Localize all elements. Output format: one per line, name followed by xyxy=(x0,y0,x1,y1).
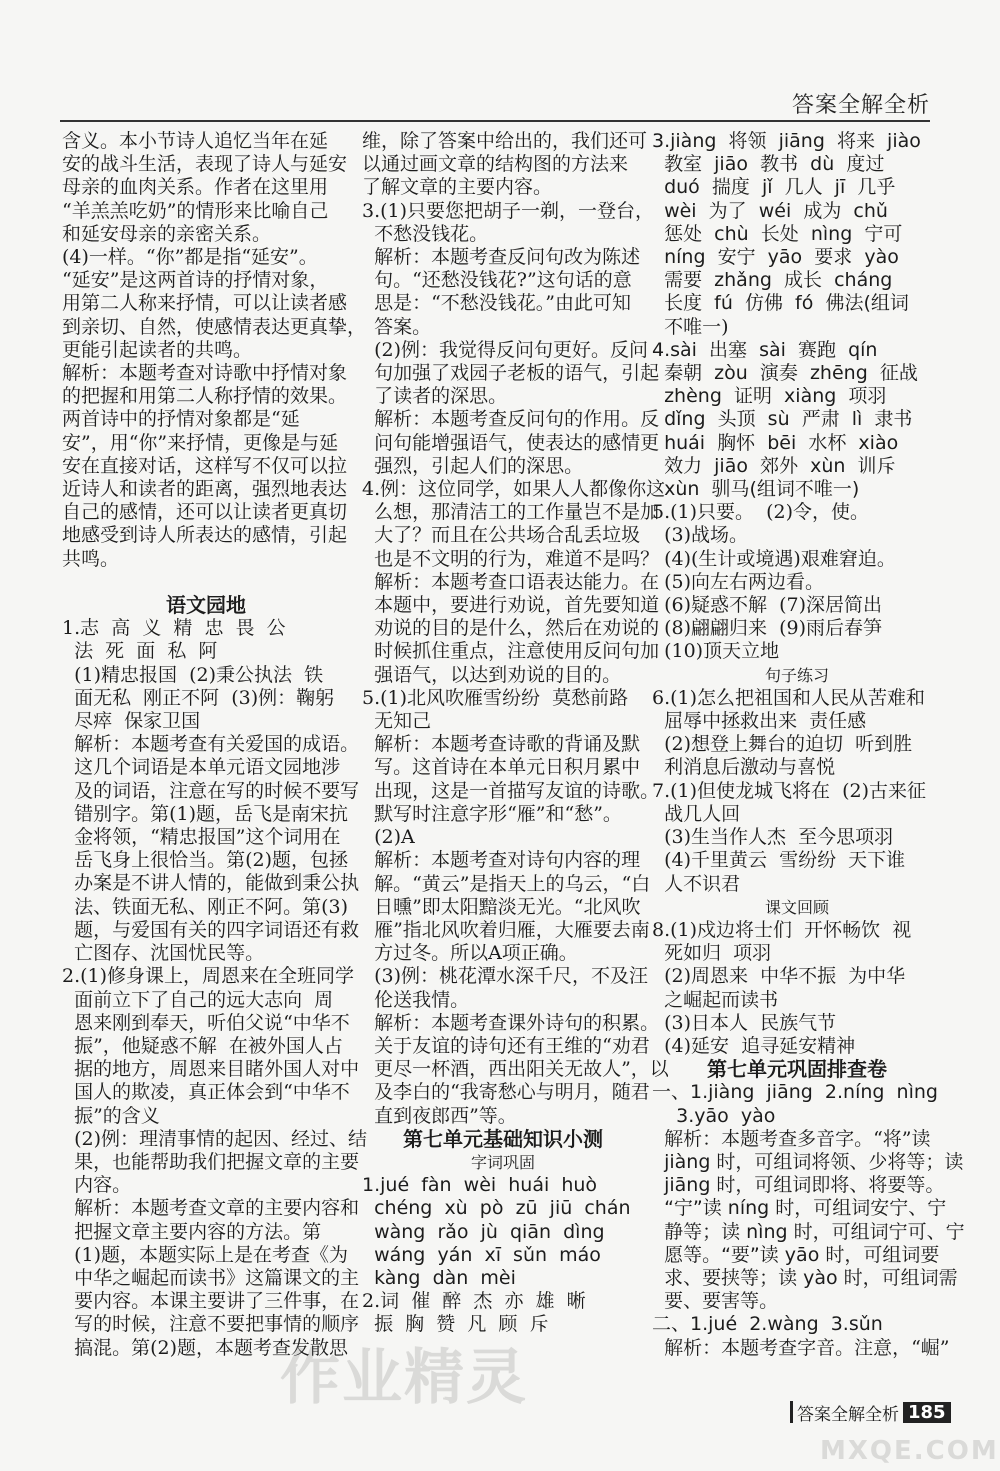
text-line: 大了？而且在公共场合乱丢垃圾 xyxy=(362,524,641,547)
text-line: 解析：本题考查对诗歌中抒情对象 xyxy=(62,362,348,385)
text-line: 果，也能帮助我们把握文章的主要 xyxy=(62,1150,360,1173)
text-line: 3.(1)只要您把胡子一剃，一登台， xyxy=(362,199,655,222)
text-line: (2)A xyxy=(362,826,415,849)
text-line: 之崛起而读书 xyxy=(652,988,779,1011)
footer-label: 答案全解全析 xyxy=(797,1404,899,1425)
text-line: 静等；读 nìng 时，可组词宁可、宁 xyxy=(652,1220,965,1243)
text-line: 强烈，引起人们的深思。 xyxy=(362,454,584,477)
text-line: zhèng 证明 xiàng 项羽 xyxy=(652,385,887,408)
text-line: 及的词语，注意在写的时候不要写 xyxy=(62,779,360,802)
text-line: dǐng 头顶 sù 严肃 lì 隶书 xyxy=(652,408,913,431)
text-line: 伦送我情。 xyxy=(362,988,470,1011)
text-line: 时候抓住重点，注意使用反问句加 xyxy=(362,640,660,663)
text-line: 么想，那清洁工的工作量岂不是加 xyxy=(362,501,660,524)
text-line: 2.词 催 醉 杰 亦 雄 晰 xyxy=(362,1290,586,1313)
page-number: 185 xyxy=(903,1402,951,1423)
text-line: 解析：本题考查反问句改为陈述 xyxy=(362,246,641,269)
text-line: 问句能增强语气，使表达的感情更 xyxy=(362,431,660,454)
text-line: 效力 jiāo 郊外 xùn 训斥 xyxy=(652,454,896,477)
text-line: 要、要害等。 xyxy=(652,1290,779,1313)
text-line: 振”，他疑惑不解 在被外国人占 xyxy=(62,1034,343,1057)
text-line: 关于友谊的诗句还有王维的“劝君 xyxy=(362,1034,650,1057)
text-line: 二、1.jué 2.wàng 3.sǔn xyxy=(652,1313,883,1336)
text-line: 岳飞身上很恰当。第(2)题，包拯 xyxy=(62,849,348,872)
text-line: (3)例：桃花潭水深千尺，不及汪 xyxy=(362,965,648,988)
text-line: 无知己 xyxy=(362,710,432,733)
text-line: 句。“还愁没钱花?”这句话的意 xyxy=(362,269,632,292)
text-line: 金将领，“精忠报国”这个词用在 xyxy=(62,826,341,849)
text-line: 解析：本题考查诗歌的背诵及默 xyxy=(362,733,641,756)
text-line: 振 胸 赞 凡 顾 斥 xyxy=(362,1313,549,1336)
text-line: 安”，用“你”来抒情，更像是与延 xyxy=(62,431,339,454)
text-line: 这几个词语是本单元语文园地涉 xyxy=(62,756,341,779)
text-line: (1)题，本题实际上是在考查《为 xyxy=(62,1243,348,1266)
text-line: duó 揣度 jǐ 几人 jī 几乎 xyxy=(652,176,896,199)
text-line: (4)延安 追寻延安精神 xyxy=(652,1034,856,1057)
header-rule xyxy=(60,120,930,122)
text-line: xùn 驯马(组词不唯一) xyxy=(652,478,860,501)
text-line: 错别字。第(1)题，岳飞是南宋抗 xyxy=(62,802,348,825)
text-line: “宁”读 níng 时，可组词安宁、宁 xyxy=(652,1197,947,1220)
text-line: 及李白的“我寄愁心与明月，随君 xyxy=(362,1081,650,1104)
text-line: 解析：本题考查反问句的作用。反 xyxy=(362,408,660,431)
watermark-center: 作业精灵 xyxy=(280,1343,528,1413)
text-line: 4.sài 出塞 sài 赛跑 qín xyxy=(652,338,878,361)
text-line: “羊羔羔吃奶”的情形来比喻自己 xyxy=(62,199,329,222)
text-line: huái 胸怀 bēi 水杯 xiào xyxy=(652,431,899,454)
text-line: 1.志 高 义 精 忠 畏 公 xyxy=(62,617,286,640)
column-2 xyxy=(362,130,669,1337)
text-line: 和延安母亲的亲密关系。 xyxy=(62,222,272,245)
text-line: 国人的欺凌，真正体会到“中华不 xyxy=(62,1081,350,1104)
text-line: 自己的感情，还可以让读者更真切 xyxy=(62,501,348,524)
text-line: 题，与爱国有关的四字词语还有救 xyxy=(62,918,360,941)
text-line: 战几人回 xyxy=(652,802,741,825)
text-line: 到亲切、自然，使感情表达更真挚， xyxy=(62,315,367,338)
text-line: wàng rǎo jù qiān dìng xyxy=(362,1220,605,1243)
text-line: 4.例：这位同学，如果人人都像你这 xyxy=(362,478,666,501)
text-line: 更能引起读者的共鸣。 xyxy=(62,338,253,361)
text-line: 思是：“不愁没钱花。”由此可知 xyxy=(362,292,632,315)
sub-heading: 句子练习 xyxy=(764,665,829,685)
text-line: 安的战斗生活，表现了诗人与延安 xyxy=(62,153,348,176)
text-line: 惩处 chù 长处 nìng 宁可 xyxy=(652,222,903,245)
running-header: 答案全解全析 xyxy=(791,93,930,118)
text-line: 5.(1)只要。 (2)令，使。 xyxy=(652,501,870,524)
page-footer xyxy=(790,1400,951,1424)
text-line: 解析：本题考查对诗句内容的理 xyxy=(362,849,641,872)
text-line: 也是不文明的行为，难道不是吗？ xyxy=(362,547,660,570)
text-line: 死如归 项羽 xyxy=(652,942,772,965)
text-line: (6)疑惑不解 (7)深居简出 xyxy=(652,594,882,617)
text-line: 解。“黄云”是指天上的乌云，“白 xyxy=(362,872,651,895)
text-line: 面无私 刚正不阿 (3)例：鞠躬 xyxy=(62,686,335,709)
text-line: (4)千里黄云 雪纷纷 天下谁 xyxy=(652,849,906,872)
text-line: (4)(生计或境遇)艰难窘迫。 xyxy=(652,547,896,570)
text-line: 用第二人称来抒情，可以让读者感 xyxy=(62,292,348,315)
text-line: jiāng 时，可组词即将、将要等。 xyxy=(652,1174,945,1197)
text-line: 解析：本题考查口语表达能力。在 xyxy=(362,570,660,593)
text-line: 本题中，要进行劝说，首先要知道 xyxy=(362,594,660,617)
text-line: 屈辱中拯救出来 责任感 xyxy=(652,710,867,733)
section-heading: 第七单元巩固排查卷 xyxy=(707,1057,887,1082)
text-line: 恩来刚到奉天，听伯父说“中华不 xyxy=(62,1011,350,1034)
text-line: wáng yán xī sǔn máo xyxy=(362,1243,601,1266)
text-line: (3)生当作人杰 至今思项羽 xyxy=(652,826,894,849)
text-line: 不愁没钱花。 xyxy=(362,222,489,245)
text-line: 强语气，以达到劝说的目的。 xyxy=(362,663,622,686)
text-line: 振”的含义 xyxy=(62,1104,160,1127)
text-line: 雁”指北风吹着归雁，大雁要去南 xyxy=(362,918,650,941)
text-line: 办案是不讲人情的，能做到秉公执 xyxy=(62,872,360,895)
text-line: 答案。 xyxy=(362,315,432,338)
text-line: (2)例：理清事情的起因、经过、结 xyxy=(62,1127,367,1150)
text-line: “延安”是这两首诗的抒情对象， xyxy=(62,269,329,292)
text-line: 利消息后激动与喜悦 xyxy=(652,756,836,779)
text-line: (2)周恩来 中华不振 为中华 xyxy=(652,965,906,988)
text-line: kàng dàn mèi xyxy=(362,1266,516,1289)
sub-heading: 课文回顾 xyxy=(764,897,829,917)
text-line: 方过冬。所以A项正确。 xyxy=(362,942,578,965)
text-line: 法、铁面无私、刚正不阿。第(3) xyxy=(62,895,348,918)
footer-bar xyxy=(790,1401,793,1423)
text-line: 母亲的血肉关系。作者在这里用 xyxy=(62,176,329,199)
text-line: 直到夜郎西”等。 xyxy=(362,1104,517,1127)
text-line xyxy=(62,571,350,594)
text-line: 劝说的目的是什么，然后在劝说的 xyxy=(362,617,660,640)
column-3 xyxy=(652,130,965,1360)
text-line: 7.(1)但使龙城飞将在 (2)古来征 xyxy=(652,779,927,802)
text-line: (2)想登上舞台的迫切 听到胜 xyxy=(652,733,913,756)
text-line: 秦朝 zòu 演奏 zhēng 征战 xyxy=(652,362,918,385)
text-line: níng 安宁 yāo 要求 yào xyxy=(652,246,899,269)
text-line: (10)顶天立地 xyxy=(652,640,780,663)
text-line: 解析：本题考查多音字。“将”读 xyxy=(652,1127,931,1150)
text-line: 了解文章的主要内容。 xyxy=(362,176,553,199)
text-line: 5.(1)北风吹雁雪纷纷 莫愁前路 xyxy=(362,686,629,709)
text-line: 法 死 面 私 阿 xyxy=(62,640,218,663)
text-line: 搞混。第(2)题，本题考查发散思 xyxy=(62,1336,348,1359)
text-line: (3)日本人 民族气节 xyxy=(652,1011,837,1034)
text-line: 地感受到诗人所表达的感情，引起 xyxy=(62,524,348,547)
text-line: 把握文章主要内容的方法。第 xyxy=(62,1220,322,1243)
watermark-corner: MXQE.COM xyxy=(820,1436,999,1466)
text-line: (2)例：我觉得反问句更好。反问 xyxy=(362,338,648,361)
text-line: 内容。 xyxy=(62,1174,132,1197)
text-line: 解析：本题考查有关爱国的成语。 xyxy=(62,733,360,756)
text-line: 默写时注意字形“雁”和“愁”。 xyxy=(362,802,622,825)
text-line: 要内容。本课主要讲了三件事，在 xyxy=(62,1290,360,1313)
section-heading: 第七单元基础知识小测 xyxy=(403,1126,603,1151)
text-line: 教室 jiāo 教书 dù 度过 xyxy=(652,153,885,176)
text-line: 近诗人和读者的距离，强烈地表达 xyxy=(62,478,348,501)
text-line: 6.(1)怎么把祖国和人民从苦难和 xyxy=(652,686,926,709)
text-line: wèi 为了 wéi 成为 chǔ xyxy=(652,199,888,222)
text-line: 中华之崛起而读书》这篇课文的主 xyxy=(62,1266,360,1289)
text-line: 长度 fú 仿佛 fó 佛法(组词 xyxy=(652,292,909,315)
text-line: 写。这首诗在本单元日积月累中 xyxy=(362,756,641,779)
text-line: (5)向左右两边看。 xyxy=(652,570,824,593)
text-line: 面前立下了自己的远大志向 周 xyxy=(62,988,334,1011)
text-line: 日曛”即太阳黯淡无光。“北风吹 xyxy=(362,895,641,918)
text-line: (8)翩翩归来 (9)雨后春笋 xyxy=(652,617,882,640)
text-line: 解析：本题考查课外诗句的积累。 xyxy=(362,1011,660,1034)
text-line: 3.yāo yào xyxy=(652,1104,776,1127)
text-line: 的把握和用第二人称抒情的效果。 xyxy=(62,385,348,408)
text-line: 句加强了戏园子老板的语气，引起 xyxy=(362,362,660,385)
text-line: 共鸣。 xyxy=(62,547,120,570)
section-heading: 语文园地 xyxy=(166,593,246,618)
text-line: 不唯一) xyxy=(652,315,729,338)
text-line: 写的时候，注意不要把事情的顺序 xyxy=(62,1313,360,1336)
text-line: 2.(1)修身课上，周恩来在全班同学 xyxy=(62,965,355,988)
text-line: (3)战场。 xyxy=(652,524,748,547)
text-line: 人不识君 xyxy=(652,872,741,895)
text-line: 解析：本题考查字音。注意，“崛” xyxy=(652,1336,950,1359)
text-line: 以通过画文章的结构图的方法来 xyxy=(362,153,629,176)
text-line: (1)精忠报国 (2)秉公执法 铁 xyxy=(62,663,324,686)
text-line: 需要 zhǎng 成长 cháng xyxy=(652,269,893,292)
text-line: 据的地方，周恩来目睹外国人对中 xyxy=(62,1058,360,1081)
text-line: 安在直接对话，这样写不仅可以拉 xyxy=(62,454,348,477)
text-line: 解析：本题考查文章的主要内容和 xyxy=(62,1197,360,1220)
text-line: 求、要挟等；读 yào 时，可组词需 xyxy=(652,1266,958,1289)
text-line: 出现，这是一首描写友谊的诗歌。 xyxy=(362,779,660,802)
text-line: 亡图存、沈国忧民等。 xyxy=(62,942,265,965)
text-line: chéng xù pò zū jiū chán xyxy=(362,1197,631,1220)
text-line: 了读者的深思。 xyxy=(362,385,508,408)
text-line: jiàng 时，可组词将领、少将等；读 xyxy=(652,1150,964,1173)
text-line: 更尽一杯酒，西出阳关无故人”，以 xyxy=(362,1058,669,1081)
text-line: 尽瘁 保家卫国 xyxy=(62,710,201,733)
text-line: 3.jiàng 将领 jiāng 将来 jiào xyxy=(652,130,921,152)
text-line: 维，除了答案中给出的，我们还可 xyxy=(362,130,648,152)
text-line: 一、1.jiàng jiāng 2.níng nìng xyxy=(652,1081,938,1104)
column-1 xyxy=(62,130,367,1360)
text-line: 含义。本小节诗人追忆当年在延 xyxy=(62,130,329,152)
text-line: (4)一样。“你”都是指“延安”。 xyxy=(62,246,318,269)
sub-heading: 字词巩固 xyxy=(470,1152,535,1172)
text-line: 两首诗中的抒情对象都是“延 xyxy=(62,408,300,431)
text-line: 8.(1)戍边将士们 开怀畅饮 视 xyxy=(652,918,912,941)
text-line: 1.jué fàn wèi huái huò xyxy=(362,1174,598,1197)
text-line: 愿等。“要”读 yāo 时，可组词要 xyxy=(652,1243,940,1266)
